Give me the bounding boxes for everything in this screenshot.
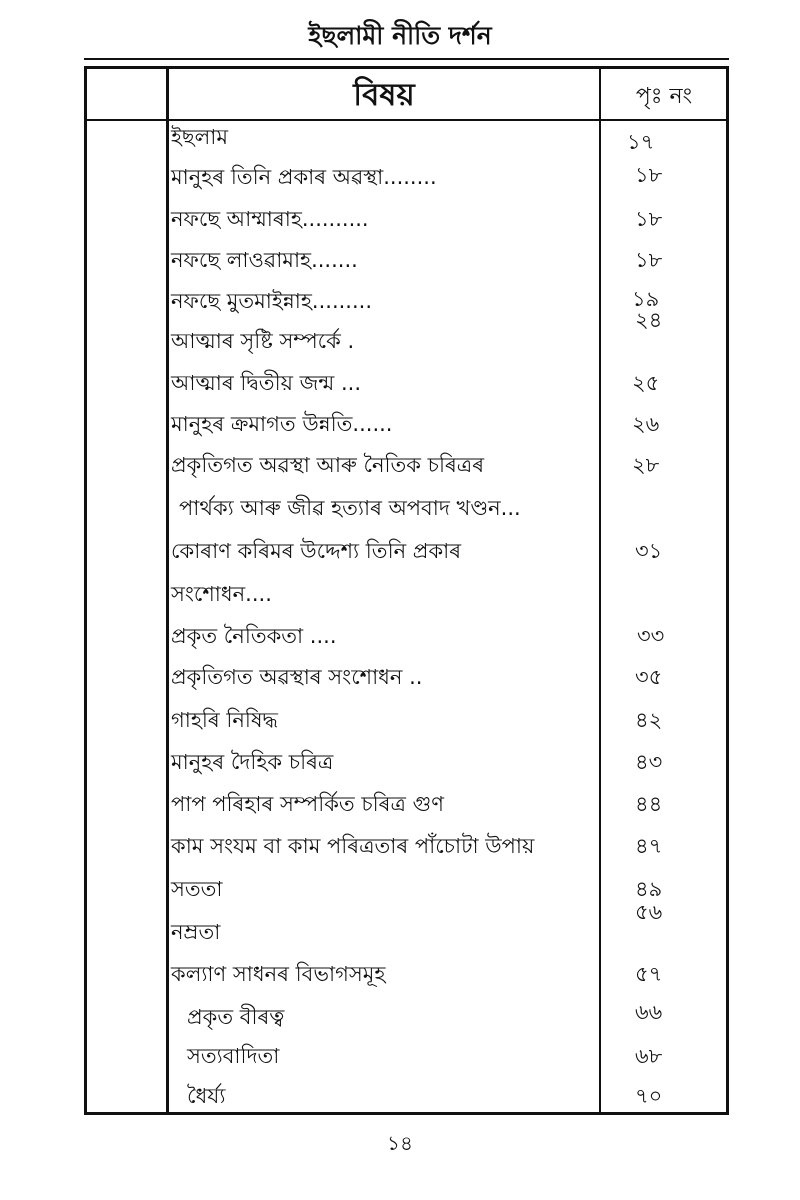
page-column-rule [599,69,601,1112]
toc-entry-page: ২৪ [635,308,663,332]
contents-table [84,66,729,1115]
toc-entry-page: ৩১ [635,539,663,563]
toc-entry-page: ৪৯ [635,877,663,901]
column-header-topic: বিষয় [353,77,415,113]
toc-entry-title: পাপ পৰিহাৰ সম্পৰ্কিত চৰিত্ৰ গুণ [171,792,444,816]
toc-entry-title: কল্যাণ সাধনৰ বিভাগসমূহ [171,962,386,986]
toc-entry-title: সত্যবাদিতা [187,1044,280,1068]
header-rule [84,58,729,60]
toc-entry-page: ১৯ [632,287,660,311]
toc-entry-page: ২৫ [632,371,660,395]
toc-entry-page: ৬৬ [635,1000,663,1024]
toc-entry-title: ধৈৰ্য্য [187,1084,226,1108]
toc-entry-title: নম্ৰতা [171,920,221,944]
toc-entry-page: ৫৭ [635,962,663,986]
toc-entry-page: ১৮ [635,163,663,187]
toc-entry-title: মানুহৰ তিনি প্ৰকাৰ অৱস্থা........ [171,165,437,189]
toc-entry-title: গাহৰি নিষিদ্ধ [171,708,278,732]
toc-entry-title: প্ৰকৃতিগত অৱস্থাৰ সংশোধন .. [171,665,423,689]
page-number: ১৪ [387,1131,413,1155]
toc-entry-page: ৪৭ [635,834,663,858]
toc-entry-title: নফছে আম্মাৰাহ.......... [171,207,369,231]
toc-entry-page: ৪৪ [635,792,663,816]
toc-entry-title: প্ৰকৃত বীৰত্ব [187,1005,285,1029]
toc-entry-page: ২৬ [632,412,660,436]
toc-entry-page: ৪৩ [635,750,663,774]
toc-entry-page: ৩৫ [635,665,663,689]
toc-entry-title: মানুহৰ ক্ৰমাগত উন্নতি...... [171,412,393,436]
left-column-rule [166,69,169,1112]
toc-entry-page: ১৮ [635,248,663,272]
toc-entry-page: ২৮ [632,453,660,477]
toc-entry-title: ইছলাম [171,125,229,149]
toc-entry-page: ৭০ [635,1084,663,1108]
toc-entry-page: ৩৩ [637,624,665,648]
toc-entry-page: ১৮ [635,207,663,231]
table-header-rule [87,119,726,121]
toc-entry-title: আত্মাৰ দ্বিতীয় জন্ম ... [171,371,362,395]
toc-entry-title: কাম সংযম বা কাম পৰিত্ৰতাৰ পাঁচোটা উপায় [171,834,535,858]
toc-entry-title: পাৰ্থক্য আৰু জীৱ হত্যাৰ অপবাদ খণ্ডন... [179,496,521,520]
toc-entry-title: মানুহৰ দৈহিক চৰিত্ৰ [171,750,334,774]
toc-entry-page: ৫৬ [635,900,663,924]
toc-entry-page: ৬৮ [635,1044,663,1068]
toc-entry-page: ১৭ [627,130,655,154]
toc-entry-title: প্ৰকৃতিগত অৱস্থা আৰু নৈতিক চৰিত্ৰৰ [171,453,485,477]
column-header-page: পৃঃ নং [635,84,693,109]
toc-entry-title: নফছে মুতমাইন্নাহ......... [171,289,373,313]
toc-entry-title: কোৰাণ কৰিমৰ উদ্দেশ্য তিনি প্ৰকাৰ [171,539,462,563]
toc-entry-page: ৪২ [635,708,663,732]
toc-entry-title: সংশোধন.... [171,582,272,606]
toc-entry-title: নফছে লাওৱামাহ....... [171,248,358,272]
toc-entry-title: সততা [171,877,223,901]
toc-entry-title: প্ৰকৃত নৈতিকতা .... [171,624,337,648]
toc-entry-title: আত্মাৰ সৃষ্টি সম্পৰ্কে . [171,329,355,353]
book-title: ইছলামী নীতি দৰ্শন [308,21,492,50]
